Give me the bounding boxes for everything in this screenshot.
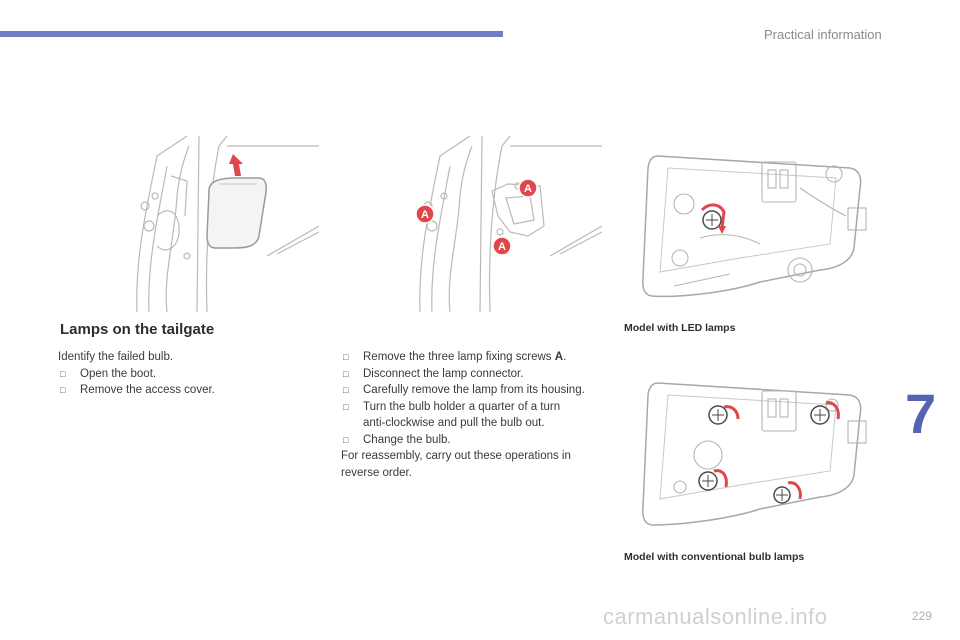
reassembly-note-end: reverse order. (341, 466, 412, 479)
instruction-step: □ Change the bulb. (341, 432, 585, 449)
square-bullet-icon: □ (60, 385, 66, 395)
instruction-step: □ Carefully remove the lamp from its housing. (341, 382, 585, 399)
instruction-step: □ Remove the access cover. (58, 382, 215, 399)
header-title: Practical information (764, 27, 882, 42)
caption-led-lamps: Model with LED lamps (624, 322, 736, 334)
middle-instructions (341, 349, 585, 481)
square-bullet-icon: □ (343, 352, 349, 362)
marker-a-top (519, 179, 537, 197)
square-bullet-icon: □ (343, 385, 349, 395)
instruction-step: □ Open the boot. (58, 366, 215, 383)
red-arrow-icon (229, 154, 243, 176)
header-accent-bar (0, 31, 503, 37)
left-instructions (58, 349, 215, 399)
figure-led-lamp (640, 148, 872, 300)
instruction-step: □ Turn the bulb holder a quarter of a turn (341, 399, 585, 416)
access-cover-shape (207, 178, 266, 248)
marker-a-left (416, 205, 434, 223)
reassembly-note: For reassembly, carry out these operations in (341, 450, 571, 462)
watermark: carmanualsonline.info (603, 604, 828, 629)
figure-fixing-screws (410, 136, 602, 312)
chapter-number: 7 (905, 382, 937, 445)
figure-access-cover (127, 136, 319, 312)
caption-conventional-lamps: Model with conventional bulb lamps (624, 551, 805, 563)
instruction-continuation: anti-clockwise and pull the bulb out. (363, 417, 545, 429)
square-bullet-icon: □ (343, 368, 349, 379)
square-bullet-icon: □ (343, 434, 349, 445)
screw-label: A (554, 351, 564, 363)
instruction-step: □ Remove the three lamp fixing screws A. (341, 349, 585, 366)
square-bullet-icon: □ (343, 401, 349, 412)
marker-a-bottom (493, 237, 511, 255)
figure-conventional-lamp (640, 375, 872, 530)
section-title: Lamps on the tailgate (60, 321, 215, 338)
svg-text:A: A (498, 241, 506, 253)
square-bullet-icon: □ (60, 368, 66, 379)
page-number: 229 (912, 609, 933, 623)
instruction-step: □ Disconnect the lamp connector. (341, 366, 585, 383)
svg-text:A: A (524, 183, 532, 195)
intro-text: Identify the failed bulb. (58, 351, 174, 363)
svg-text:A: A (421, 209, 429, 221)
bulb-holder-icon (699, 403, 838, 503)
